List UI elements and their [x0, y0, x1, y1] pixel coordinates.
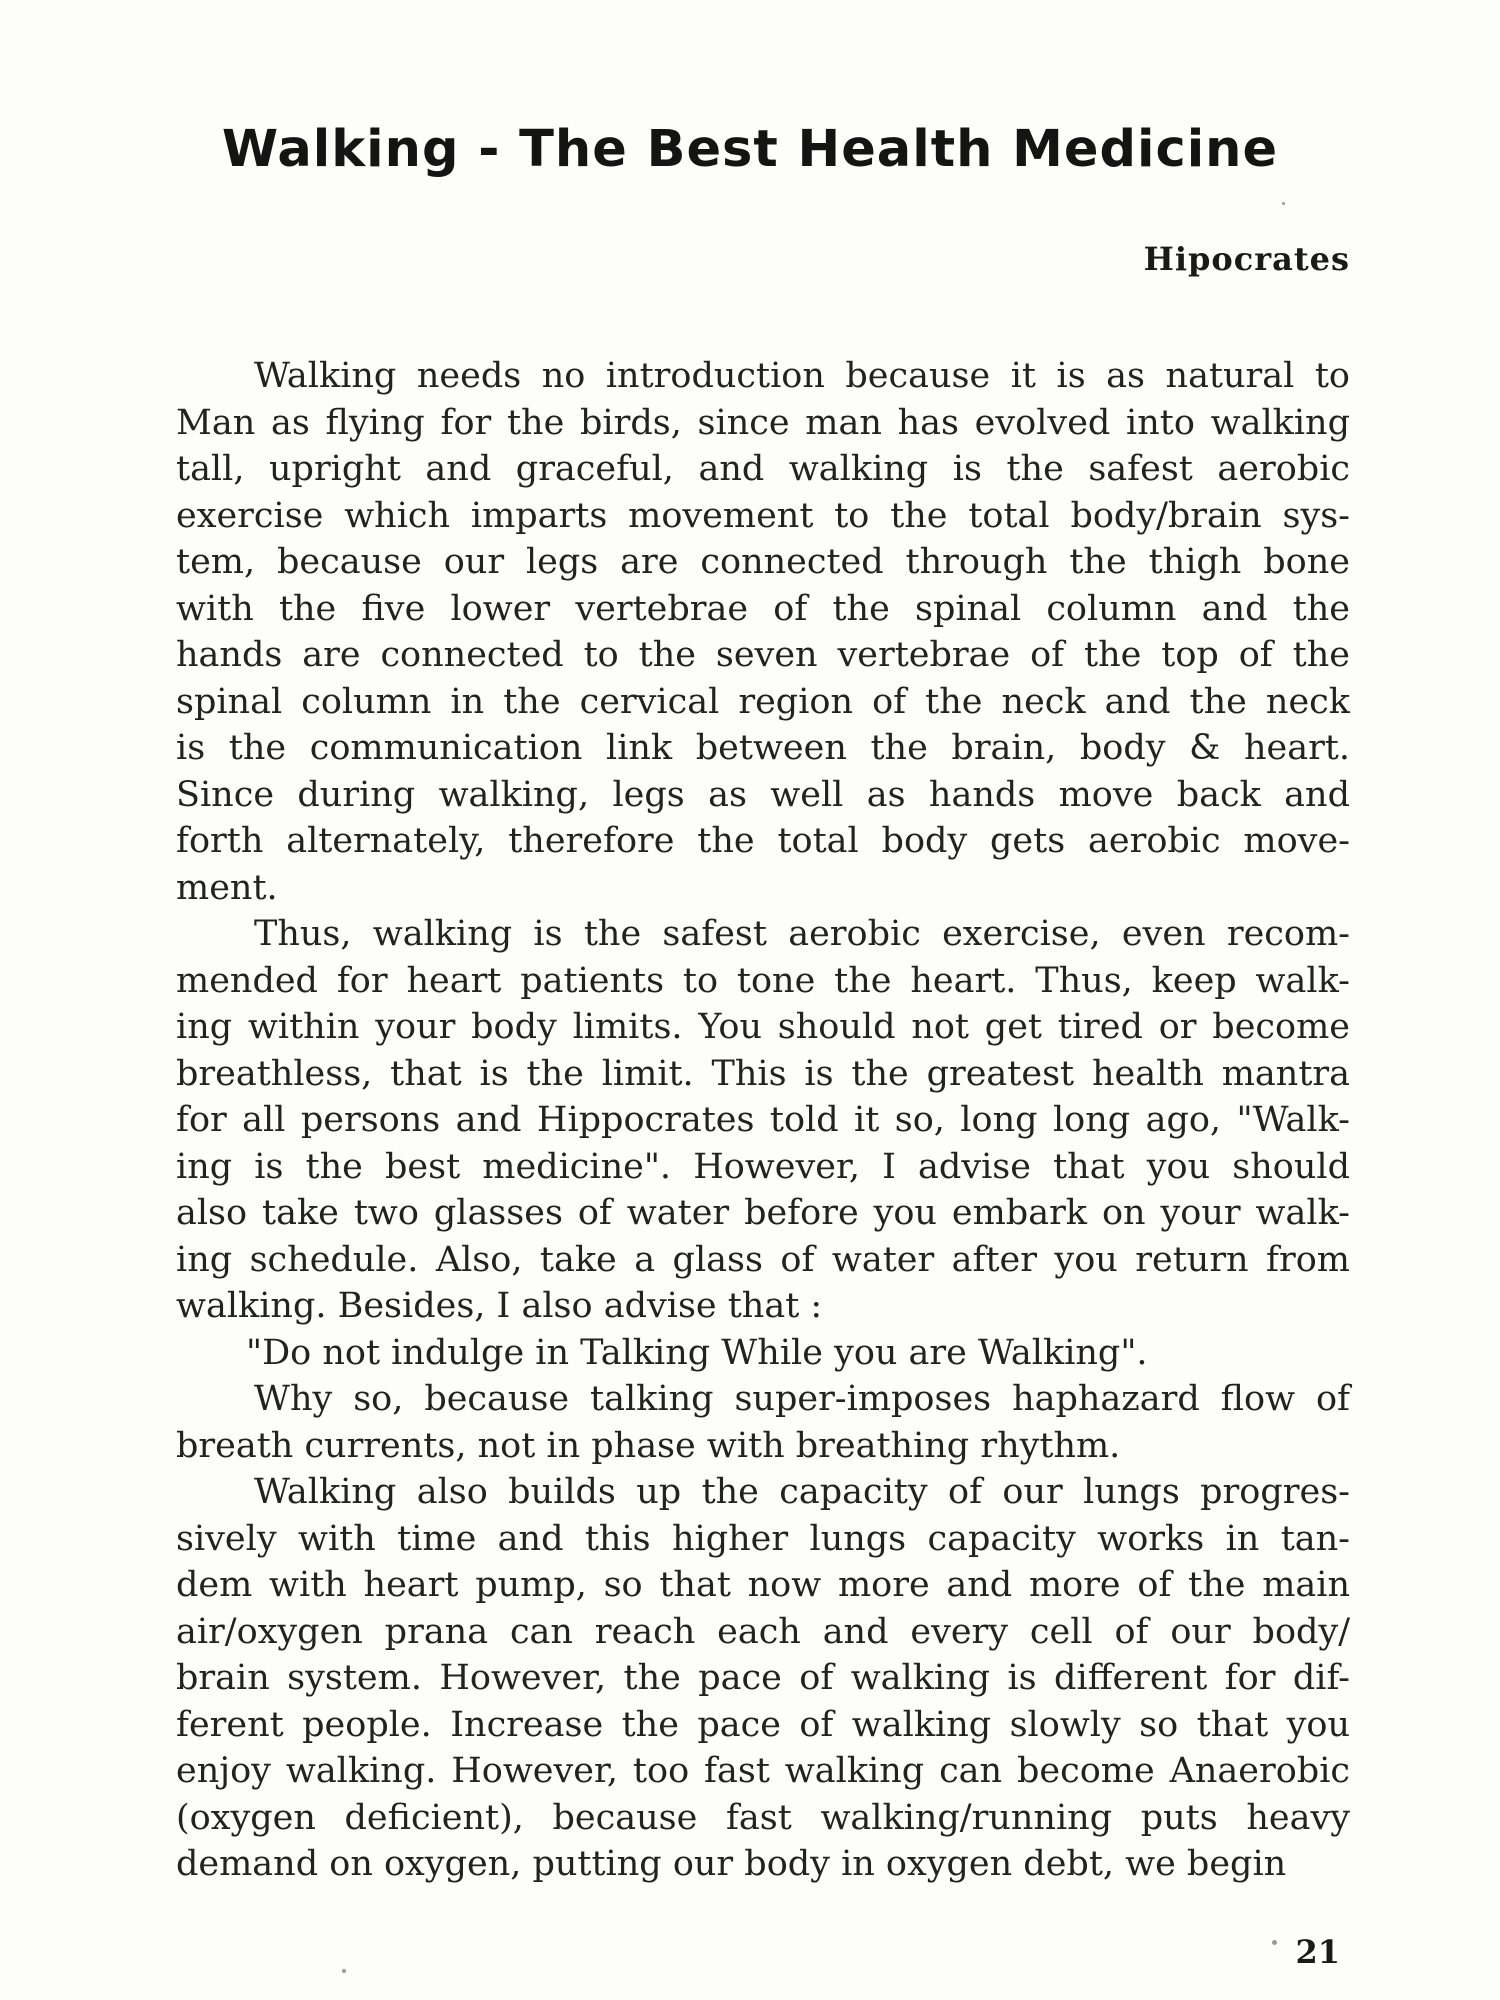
body-line: forth alternately, therefore the total body gets aerobic move- — [176, 821, 1350, 861]
page-number: 21 — [1295, 1933, 1340, 1971]
body-line: Why so, because talking super-imposes haphazard flow of — [254, 1379, 1350, 1419]
page-title: Walking - The Best Health Medicine — [221, 120, 1279, 179]
body-text — [176, 353, 1350, 1888]
body-line: ferent people. Increase the pace of walking slowly so that you — [176, 1704, 1350, 1745]
scan-speck — [1282, 202, 1285, 205]
scan-speck — [342, 1969, 346, 1973]
body-line: with the five lower vertebrae of the spinal column and the — [176, 588, 1350, 629]
body-line: ing is the best medicine". However, I advise that you should — [176, 1146, 1350, 1187]
scan-speck — [1272, 1940, 1277, 1945]
body-line: air/oxygen prana can reach each and every cell of our body/ — [176, 1611, 1350, 1652]
body-line: tall, upright and graceful, and walking is the safest aerobic — [176, 449, 1350, 489]
body-line: demand on oxygen, putting our body in oxygen debt, we begin — [176, 1844, 1287, 1884]
body-line: ment. — [176, 867, 278, 908]
body-line: "Do not indulge in Talking While you are Walking". — [246, 1332, 1148, 1373]
body-line: sively with time and this higher lungs capacity works in tan- — [176, 1518, 1350, 1559]
body-line: tem, because our legs are connected through the thigh bone — [176, 542, 1350, 582]
body-line: hands are connected to the seven vertebrae of the top of the — [176, 635, 1350, 675]
body-line: breathless, that is the limit. This is the greatest health mantra — [176, 1053, 1350, 1094]
body-line: brain system. However, the pace of walking is different for dif- — [176, 1658, 1350, 1698]
body-line: mended for heart patients to tone the heart. Thus, keep walk- — [176, 960, 1350, 1001]
author-attribution: Hipocrates — [1143, 240, 1350, 278]
body-line: spinal column in the cervical region of the neck and the neck — [176, 681, 1350, 722]
body-line: enjoy walking. However, too fast walking can become Anaerobic — [176, 1751, 1350, 1791]
body-line: Walking needs no introduction because it is as natural to — [254, 356, 1350, 396]
body-line: ing within your body limits. You should not get tired or become — [176, 1007, 1350, 1047]
body-line: for all persons and Hippocrates told it so, long long ago, "Walk- — [176, 1100, 1350, 1140]
body-line: Walking also builds up the capacity of our lungs progres- — [254, 1472, 1350, 1512]
body-line: is the communication link between the brain, body & heart. — [176, 728, 1350, 768]
body-line: also take two glasses of water before you embark on your walk- — [176, 1193, 1350, 1233]
body-line: exercise which imparts movement to the total body/brain sys- — [176, 495, 1350, 536]
body-line: breath currents, not in phase with breathing rhythm. — [176, 1425, 1121, 1466]
body-line: dem with heart pump, so that now more and more of the main — [176, 1565, 1350, 1605]
body-line: Since during walking, legs as well as hands move back and — [176, 774, 1350, 815]
body-line: (oxygen deficient), because fast walking/running puts heavy — [176, 1797, 1350, 1838]
body-line: Man as flying for the birds, since man has evolved into walking — [176, 402, 1350, 443]
body-line: walking. Besides, I also advise that : — [176, 1286, 823, 1326]
body-line: ing schedule. Also, take a glass of water after you return from — [176, 1239, 1350, 1280]
body-line: Thus, walking is the safest aerobic exercise, even recom- — [254, 914, 1350, 954]
